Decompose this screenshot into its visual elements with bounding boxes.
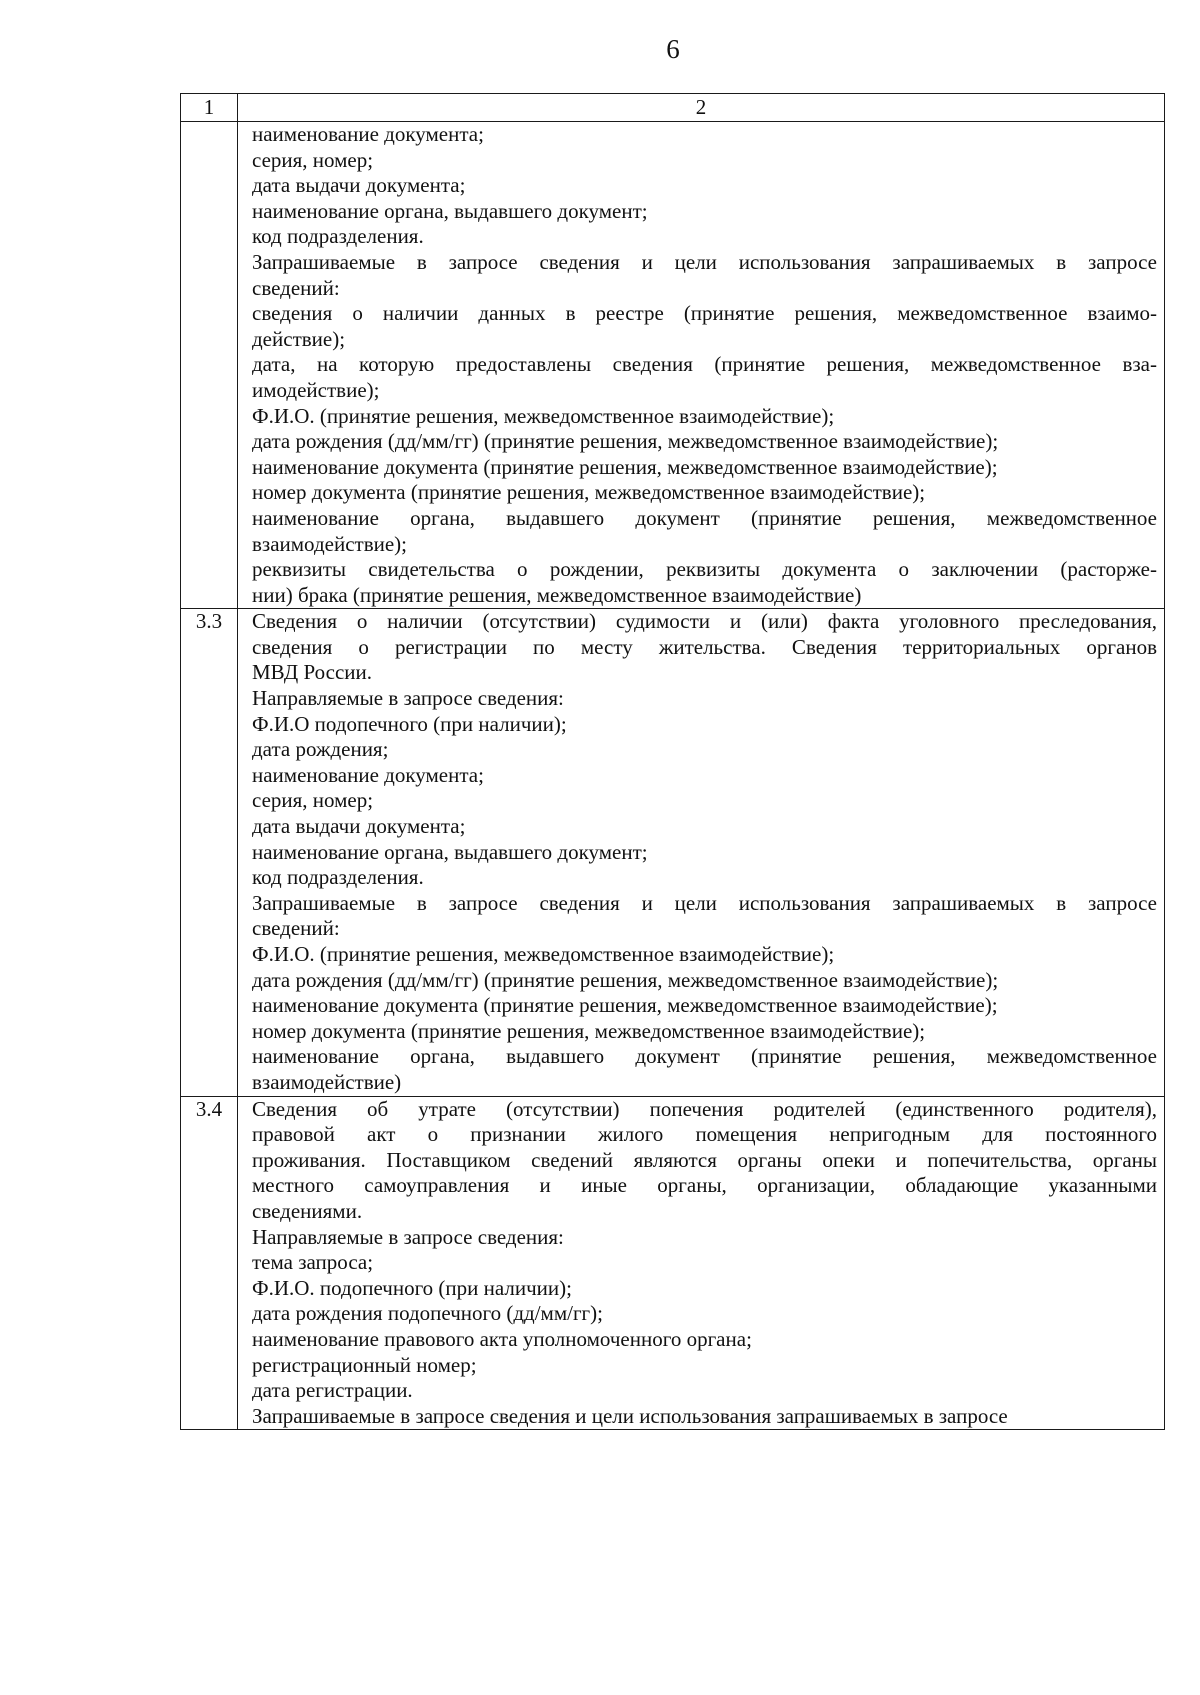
text-line: Сведения об утрате (отсутствии) попечения родителей (единственного родителя), bbox=[252, 1096, 1157, 1121]
row-number-cell bbox=[181, 122, 238, 609]
row-number-cell: 3.4 bbox=[181, 1096, 238, 1430]
text-line: тема запроса; bbox=[252, 1250, 374, 1275]
text-line: наименование органа, выдавшего документ (принятие решения, межведомственное bbox=[252, 1044, 1157, 1069]
text-line: сведений: bbox=[252, 916, 340, 941]
text-line: дата рождения; bbox=[252, 737, 389, 762]
text-line: наименование органа, выдавшего документ (принятие решения, межведомственное bbox=[252, 505, 1157, 530]
text-line: наименование документа; bbox=[252, 122, 484, 146]
text-line: дата выдачи документа; bbox=[252, 814, 466, 839]
text-line: Сведения о наличии (отсутствии) судимости и (или) факта уголовного преследования, bbox=[252, 609, 1157, 634]
page-number: 6 bbox=[666, 34, 680, 64]
text-line: местного самоуправления и иные органы, организации, обладающие указанными bbox=[252, 1173, 1157, 1198]
text-line: сведениями. bbox=[252, 1198, 363, 1223]
text-line: дата рождения подопечного (дд/мм/гг); bbox=[252, 1301, 604, 1326]
row-content-cell bbox=[238, 122, 1165, 609]
text-line: наименование документа; bbox=[252, 762, 484, 787]
row-content-cell bbox=[238, 1096, 1165, 1430]
text-line: наименование органа, выдавшего документ; bbox=[252, 198, 648, 223]
table-header-row bbox=[181, 94, 1165, 122]
header-cell-col-1: 1 bbox=[181, 94, 238, 122]
text-line: Ф.И.О. (принятие решения, межведомственное взаимодействие); bbox=[252, 403, 835, 428]
text-line: серия, номер; bbox=[252, 788, 374, 813]
text-line: сведений: bbox=[252, 275, 340, 300]
text-line: серия, номер; bbox=[252, 147, 374, 172]
text-line: наименование документа (принятие решения, межведомственное взаимодействие); bbox=[252, 454, 998, 479]
text-line: наименование документа (принятие решения, межведомственное взаимодействие); bbox=[252, 993, 998, 1018]
text-line: взаимодействие); bbox=[252, 531, 407, 556]
text-line: Запрашиваемые в запросе сведения и цели использования запрашиваемых в запросе bbox=[252, 1403, 1008, 1428]
text-line: дата регистрации. bbox=[252, 1378, 413, 1403]
text-line: Ф.И.О. (принятие решения, межведомственное взаимодействие); bbox=[252, 942, 835, 966]
text-line: сведения о наличии данных в реестре (принятие решения, межведомственное взаимо- bbox=[252, 301, 1157, 326]
text-line: наименование органа, выдавшего документ; bbox=[252, 839, 648, 864]
text-line: реквизиты свидетельства о рождении, реквизиты документа о заключении (расторже- bbox=[252, 557, 1157, 582]
row-content-cell bbox=[238, 609, 1165, 1096]
text-line: проживания. Поставщиком сведений являются органы опеки и попечительства, органы bbox=[252, 1147, 1157, 1172]
table-row bbox=[181, 1096, 1165, 1430]
text-line: дата рождения (дд/мм/гг) (принятие решения, межведомственное взаимодействие); bbox=[252, 429, 999, 454]
document-table bbox=[180, 93, 1165, 1430]
text-line: нии) брака (принятие решения, межведомственное взаимодействие) bbox=[252, 582, 862, 607]
text-line: Направляемые в запросе сведения: bbox=[252, 1224, 564, 1249]
text-line: имодействие); bbox=[252, 377, 380, 402]
text-line: сведения о регистрации по месту жительства. Сведения территориальных органов bbox=[252, 634, 1157, 659]
text-line: Направляемые в запросе сведения: bbox=[252, 686, 564, 711]
text-line: дата рождения (дд/мм/гг) (принятие решения, межведомственное взаимодействие); bbox=[252, 967, 999, 992]
table-row bbox=[181, 609, 1165, 1096]
header-cell-col-2: 2 bbox=[238, 94, 1165, 122]
text-line: правовой акт о признании жилого помещения непригодным для постоянного bbox=[252, 1122, 1157, 1147]
text-line: код подразделения. bbox=[252, 865, 424, 890]
text-line: наименование правового акта уполномоченного органа; bbox=[252, 1326, 752, 1351]
text-line: дата выдачи документа; bbox=[252, 173, 466, 198]
row-number-cell: 3.3 bbox=[181, 609, 238, 1096]
text-line: код подразделения. bbox=[252, 224, 424, 249]
text-line: МВД России. bbox=[252, 660, 373, 685]
text-line: регистрационный номер; bbox=[252, 1352, 477, 1377]
text-line: действие); bbox=[252, 326, 346, 351]
table-row bbox=[181, 122, 1165, 609]
text-line: Запрашиваемые в запросе сведения и цели использования запрашиваемых в запросе bbox=[252, 249, 1157, 274]
text-line: номер документа (принятие решения, межведомственное взаимодействие); bbox=[252, 480, 926, 505]
text-line: взаимодействие) bbox=[252, 1069, 402, 1094]
text-line: номер документа (принятие решения, межведомственное взаимодействие); bbox=[252, 1018, 926, 1043]
text-line: Ф.И.О подопечного (при наличии); bbox=[252, 711, 567, 736]
text-line: Ф.И.О. подопечного (при наличии); bbox=[252, 1275, 572, 1300]
text-line: дата, на которую предоставлены сведения (принятие решения, межведомственное вза- bbox=[252, 352, 1157, 377]
text-line: Запрашиваемые в запросе сведения и цели использования запрашиваемых в запросе bbox=[252, 890, 1157, 915]
